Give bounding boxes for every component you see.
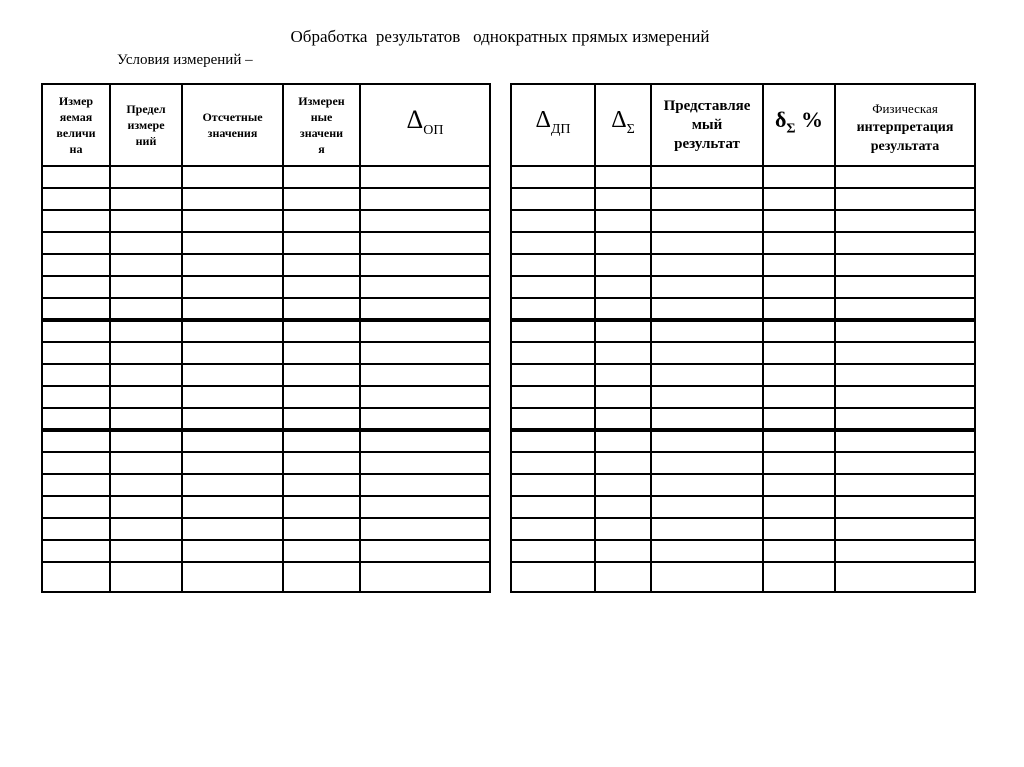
table-cell xyxy=(651,452,763,474)
measurement-conditions-label: Условия измерений – xyxy=(117,52,253,68)
header-delta-dp: $\Delta_{ДП}$ xyxy=(511,84,595,166)
table-row xyxy=(511,496,975,518)
table-cell xyxy=(42,452,110,474)
table-cell xyxy=(283,496,360,518)
table-cell xyxy=(835,386,975,408)
table-cell xyxy=(511,430,595,452)
table-cell xyxy=(110,320,182,342)
table-cell xyxy=(360,320,490,342)
table-cell xyxy=(651,496,763,518)
table-cell xyxy=(42,386,110,408)
table-cell xyxy=(360,364,490,386)
table-cell xyxy=(511,188,595,210)
table-cell xyxy=(182,474,283,496)
table-cell xyxy=(763,188,835,210)
table-cell xyxy=(835,232,975,254)
table-row xyxy=(42,166,490,188)
table-cell xyxy=(651,276,763,298)
measurement-table-right xyxy=(510,83,976,593)
table-cell xyxy=(511,496,595,518)
table-cell xyxy=(182,166,283,188)
table-cell xyxy=(283,452,360,474)
table-row xyxy=(42,254,490,276)
table-cell xyxy=(360,386,490,408)
table-cell xyxy=(182,320,283,342)
table-cell xyxy=(283,474,360,496)
table-cell xyxy=(360,408,490,430)
table-cell xyxy=(511,276,595,298)
table-row xyxy=(511,276,975,298)
table-cell xyxy=(283,188,360,210)
table-cell xyxy=(595,342,651,364)
table-cell xyxy=(360,518,490,540)
table-cell xyxy=(360,210,490,232)
table-cell xyxy=(182,540,283,562)
table-cell xyxy=(42,518,110,540)
table-row xyxy=(511,298,975,320)
table-cell xyxy=(283,408,360,430)
table-cell xyxy=(283,276,360,298)
table-row xyxy=(511,562,975,592)
table-cell xyxy=(763,232,835,254)
table-cell xyxy=(110,276,182,298)
table-row xyxy=(42,496,490,518)
table-cell xyxy=(511,386,595,408)
table-cell xyxy=(651,188,763,210)
header-row xyxy=(42,84,490,166)
header-measured-values: Измерен ные значени я xyxy=(283,84,360,166)
table-row xyxy=(42,276,490,298)
table-cell xyxy=(595,232,651,254)
table-cell xyxy=(283,430,360,452)
table-cell xyxy=(283,518,360,540)
table-cell xyxy=(651,562,763,592)
table-cell xyxy=(763,298,835,320)
table-cell xyxy=(110,518,182,540)
table-cell xyxy=(182,342,283,364)
table-cell xyxy=(182,430,283,452)
table-cell xyxy=(182,276,283,298)
table-cell xyxy=(182,386,283,408)
table-cell xyxy=(110,364,182,386)
table-cell xyxy=(182,562,283,592)
header-delta-op: $\Delta_{ОП}$ xyxy=(360,84,490,166)
table-cell xyxy=(360,188,490,210)
header-represented-result: Представляе мый результат xyxy=(651,84,763,166)
table-cell xyxy=(110,232,182,254)
table-cell xyxy=(110,430,182,452)
table-cell xyxy=(110,298,182,320)
table-cell xyxy=(283,254,360,276)
table-row xyxy=(42,452,490,474)
table-cell xyxy=(763,474,835,496)
table-cell xyxy=(835,408,975,430)
table-cell xyxy=(182,452,283,474)
table-cell xyxy=(110,474,182,496)
table-cell xyxy=(595,386,651,408)
table-cell xyxy=(835,474,975,496)
header-physical-interpretation: Физическая интерпретация результата xyxy=(835,84,975,166)
table-cell xyxy=(651,408,763,430)
table-cell xyxy=(835,364,975,386)
table-cell xyxy=(595,408,651,430)
table-cell xyxy=(283,232,360,254)
table-cell xyxy=(42,496,110,518)
table-cell xyxy=(42,320,110,342)
table-row xyxy=(511,210,975,232)
table-cell xyxy=(182,210,283,232)
table-cell xyxy=(110,188,182,210)
table-cell xyxy=(595,496,651,518)
table-cell xyxy=(835,540,975,562)
table-row xyxy=(511,342,975,364)
table-cell xyxy=(42,342,110,364)
table-cell xyxy=(182,496,283,518)
table-cell xyxy=(110,408,182,430)
table-cell xyxy=(42,430,110,452)
table-row xyxy=(42,364,490,386)
table-row xyxy=(511,540,975,562)
table-cell xyxy=(763,562,835,592)
table-cell xyxy=(763,518,835,540)
table-cell xyxy=(511,254,595,276)
page-title: Обработка результатов однократных прямых измерений xyxy=(290,27,710,46)
table-cell xyxy=(360,298,490,320)
table-row xyxy=(511,430,975,452)
table-cell xyxy=(511,166,595,188)
table-cell xyxy=(835,298,975,320)
table-cell xyxy=(763,320,835,342)
table-cell xyxy=(283,342,360,364)
table-cell xyxy=(182,232,283,254)
table-cell xyxy=(42,254,110,276)
table-cell xyxy=(42,276,110,298)
table-cell xyxy=(835,562,975,592)
table-cell xyxy=(182,364,283,386)
table-cell xyxy=(595,540,651,562)
table-cell xyxy=(763,364,835,386)
table-cell xyxy=(595,298,651,320)
measurement-table-left xyxy=(41,83,491,593)
table-row xyxy=(42,430,490,452)
table-cell xyxy=(360,496,490,518)
table-cell xyxy=(110,386,182,408)
table-cell xyxy=(651,298,763,320)
table-cell xyxy=(651,210,763,232)
table-cell xyxy=(595,276,651,298)
table-cell xyxy=(763,342,835,364)
table-cell xyxy=(110,210,182,232)
table-cell xyxy=(595,188,651,210)
table-cell xyxy=(595,518,651,540)
table-cell xyxy=(835,254,975,276)
table-cell xyxy=(511,298,595,320)
table-row xyxy=(511,408,975,430)
header-readings: Отсчетные значения xyxy=(182,84,283,166)
table-cell xyxy=(651,518,763,540)
table-cell xyxy=(763,430,835,452)
table-cell xyxy=(182,298,283,320)
table-row xyxy=(511,320,975,342)
table-cell xyxy=(511,518,595,540)
table-cell xyxy=(42,562,110,592)
table-cell xyxy=(651,430,763,452)
table-cell xyxy=(360,232,490,254)
table-cell xyxy=(182,518,283,540)
table-cell xyxy=(182,408,283,430)
table-cell xyxy=(835,210,975,232)
table-cell xyxy=(763,386,835,408)
table-cell xyxy=(42,364,110,386)
table-cell xyxy=(511,540,595,562)
table-cell xyxy=(595,320,651,342)
table-row xyxy=(42,298,490,320)
table-cell xyxy=(511,474,595,496)
table-cell xyxy=(763,408,835,430)
table-cell xyxy=(835,188,975,210)
table-cell xyxy=(595,430,651,452)
table-cell xyxy=(42,540,110,562)
table-cell xyxy=(595,166,651,188)
table-cell xyxy=(763,166,835,188)
header-delta-sigma: $\Delta_\Sigma$ xyxy=(595,84,651,166)
table-cell xyxy=(110,540,182,562)
table-row xyxy=(511,254,975,276)
table-cell xyxy=(763,210,835,232)
table-row xyxy=(42,386,490,408)
table-cell xyxy=(110,496,182,518)
table-cell xyxy=(511,232,595,254)
table-cell xyxy=(110,452,182,474)
table-cell xyxy=(511,210,595,232)
table-row xyxy=(42,408,490,430)
table-cell xyxy=(835,496,975,518)
table-cell xyxy=(360,474,490,496)
table-row xyxy=(511,166,975,188)
table-cell xyxy=(360,166,490,188)
table-cell xyxy=(835,342,975,364)
table-cell xyxy=(651,540,763,562)
table-cell xyxy=(763,496,835,518)
table-cell xyxy=(835,276,975,298)
table-cell xyxy=(651,232,763,254)
table-row xyxy=(42,188,490,210)
table-cell xyxy=(595,452,651,474)
table-row xyxy=(511,232,975,254)
table-cell xyxy=(763,540,835,562)
table-cell xyxy=(110,254,182,276)
table-cell xyxy=(651,342,763,364)
table-row xyxy=(511,364,975,386)
table-cell xyxy=(360,540,490,562)
table-row xyxy=(42,342,490,364)
table-cell xyxy=(511,342,595,364)
table-row xyxy=(511,386,975,408)
table-cell xyxy=(42,408,110,430)
table-row xyxy=(42,562,490,592)
table-cell xyxy=(283,364,360,386)
table-cell xyxy=(511,320,595,342)
table-cell xyxy=(595,364,651,386)
table-row xyxy=(511,452,975,474)
table-row xyxy=(42,518,490,540)
table-row xyxy=(511,518,975,540)
table-cell xyxy=(182,254,283,276)
table-cell xyxy=(182,188,283,210)
table-cell xyxy=(283,540,360,562)
table-cell xyxy=(651,364,763,386)
table-cell xyxy=(283,166,360,188)
table-cell xyxy=(360,254,490,276)
table-cell xyxy=(763,452,835,474)
table-cell xyxy=(835,452,975,474)
table-cell xyxy=(283,320,360,342)
table-cell xyxy=(283,386,360,408)
table-row xyxy=(42,232,490,254)
header-delta-sigma-percent: $\delta_\Sigma$ % xyxy=(763,84,835,166)
table-cell xyxy=(595,210,651,232)
table-cell xyxy=(110,166,182,188)
table-row xyxy=(42,540,490,562)
table-cell xyxy=(595,474,651,496)
table-cell xyxy=(835,320,975,342)
table-cell xyxy=(360,430,490,452)
table-cell xyxy=(42,166,110,188)
table-cell xyxy=(511,364,595,386)
table-row xyxy=(511,188,975,210)
table-cell xyxy=(651,320,763,342)
table-cell xyxy=(42,232,110,254)
header-measurement-limit: Предел измере ний xyxy=(110,84,182,166)
table-cell xyxy=(42,298,110,320)
table-cell xyxy=(651,166,763,188)
header-row xyxy=(511,84,975,166)
table-row xyxy=(42,474,490,496)
table-cell xyxy=(360,562,490,592)
table-cell xyxy=(360,342,490,364)
table-cell xyxy=(283,562,360,592)
table-cell xyxy=(283,298,360,320)
table-cell xyxy=(511,408,595,430)
table-cell xyxy=(283,210,360,232)
table-cell xyxy=(42,188,110,210)
table-cell xyxy=(651,254,763,276)
header-measured-quantity: Измер яемая величи на xyxy=(42,84,110,166)
table-cell xyxy=(511,452,595,474)
table-cell xyxy=(835,518,975,540)
table-cell xyxy=(42,474,110,496)
table-cell xyxy=(595,254,651,276)
table-cell xyxy=(595,562,651,592)
table-cell xyxy=(835,430,975,452)
table-cell xyxy=(42,210,110,232)
table-row xyxy=(42,320,490,342)
table-cell xyxy=(110,562,182,592)
table-cell xyxy=(651,474,763,496)
table-cell xyxy=(511,562,595,592)
table-row xyxy=(511,474,975,496)
table-cell xyxy=(360,276,490,298)
table-cell xyxy=(360,452,490,474)
table-row xyxy=(42,210,490,232)
table-cell xyxy=(763,276,835,298)
table-cell xyxy=(110,342,182,364)
table-cell xyxy=(651,386,763,408)
table-cell xyxy=(835,166,975,188)
table-cell xyxy=(763,254,835,276)
